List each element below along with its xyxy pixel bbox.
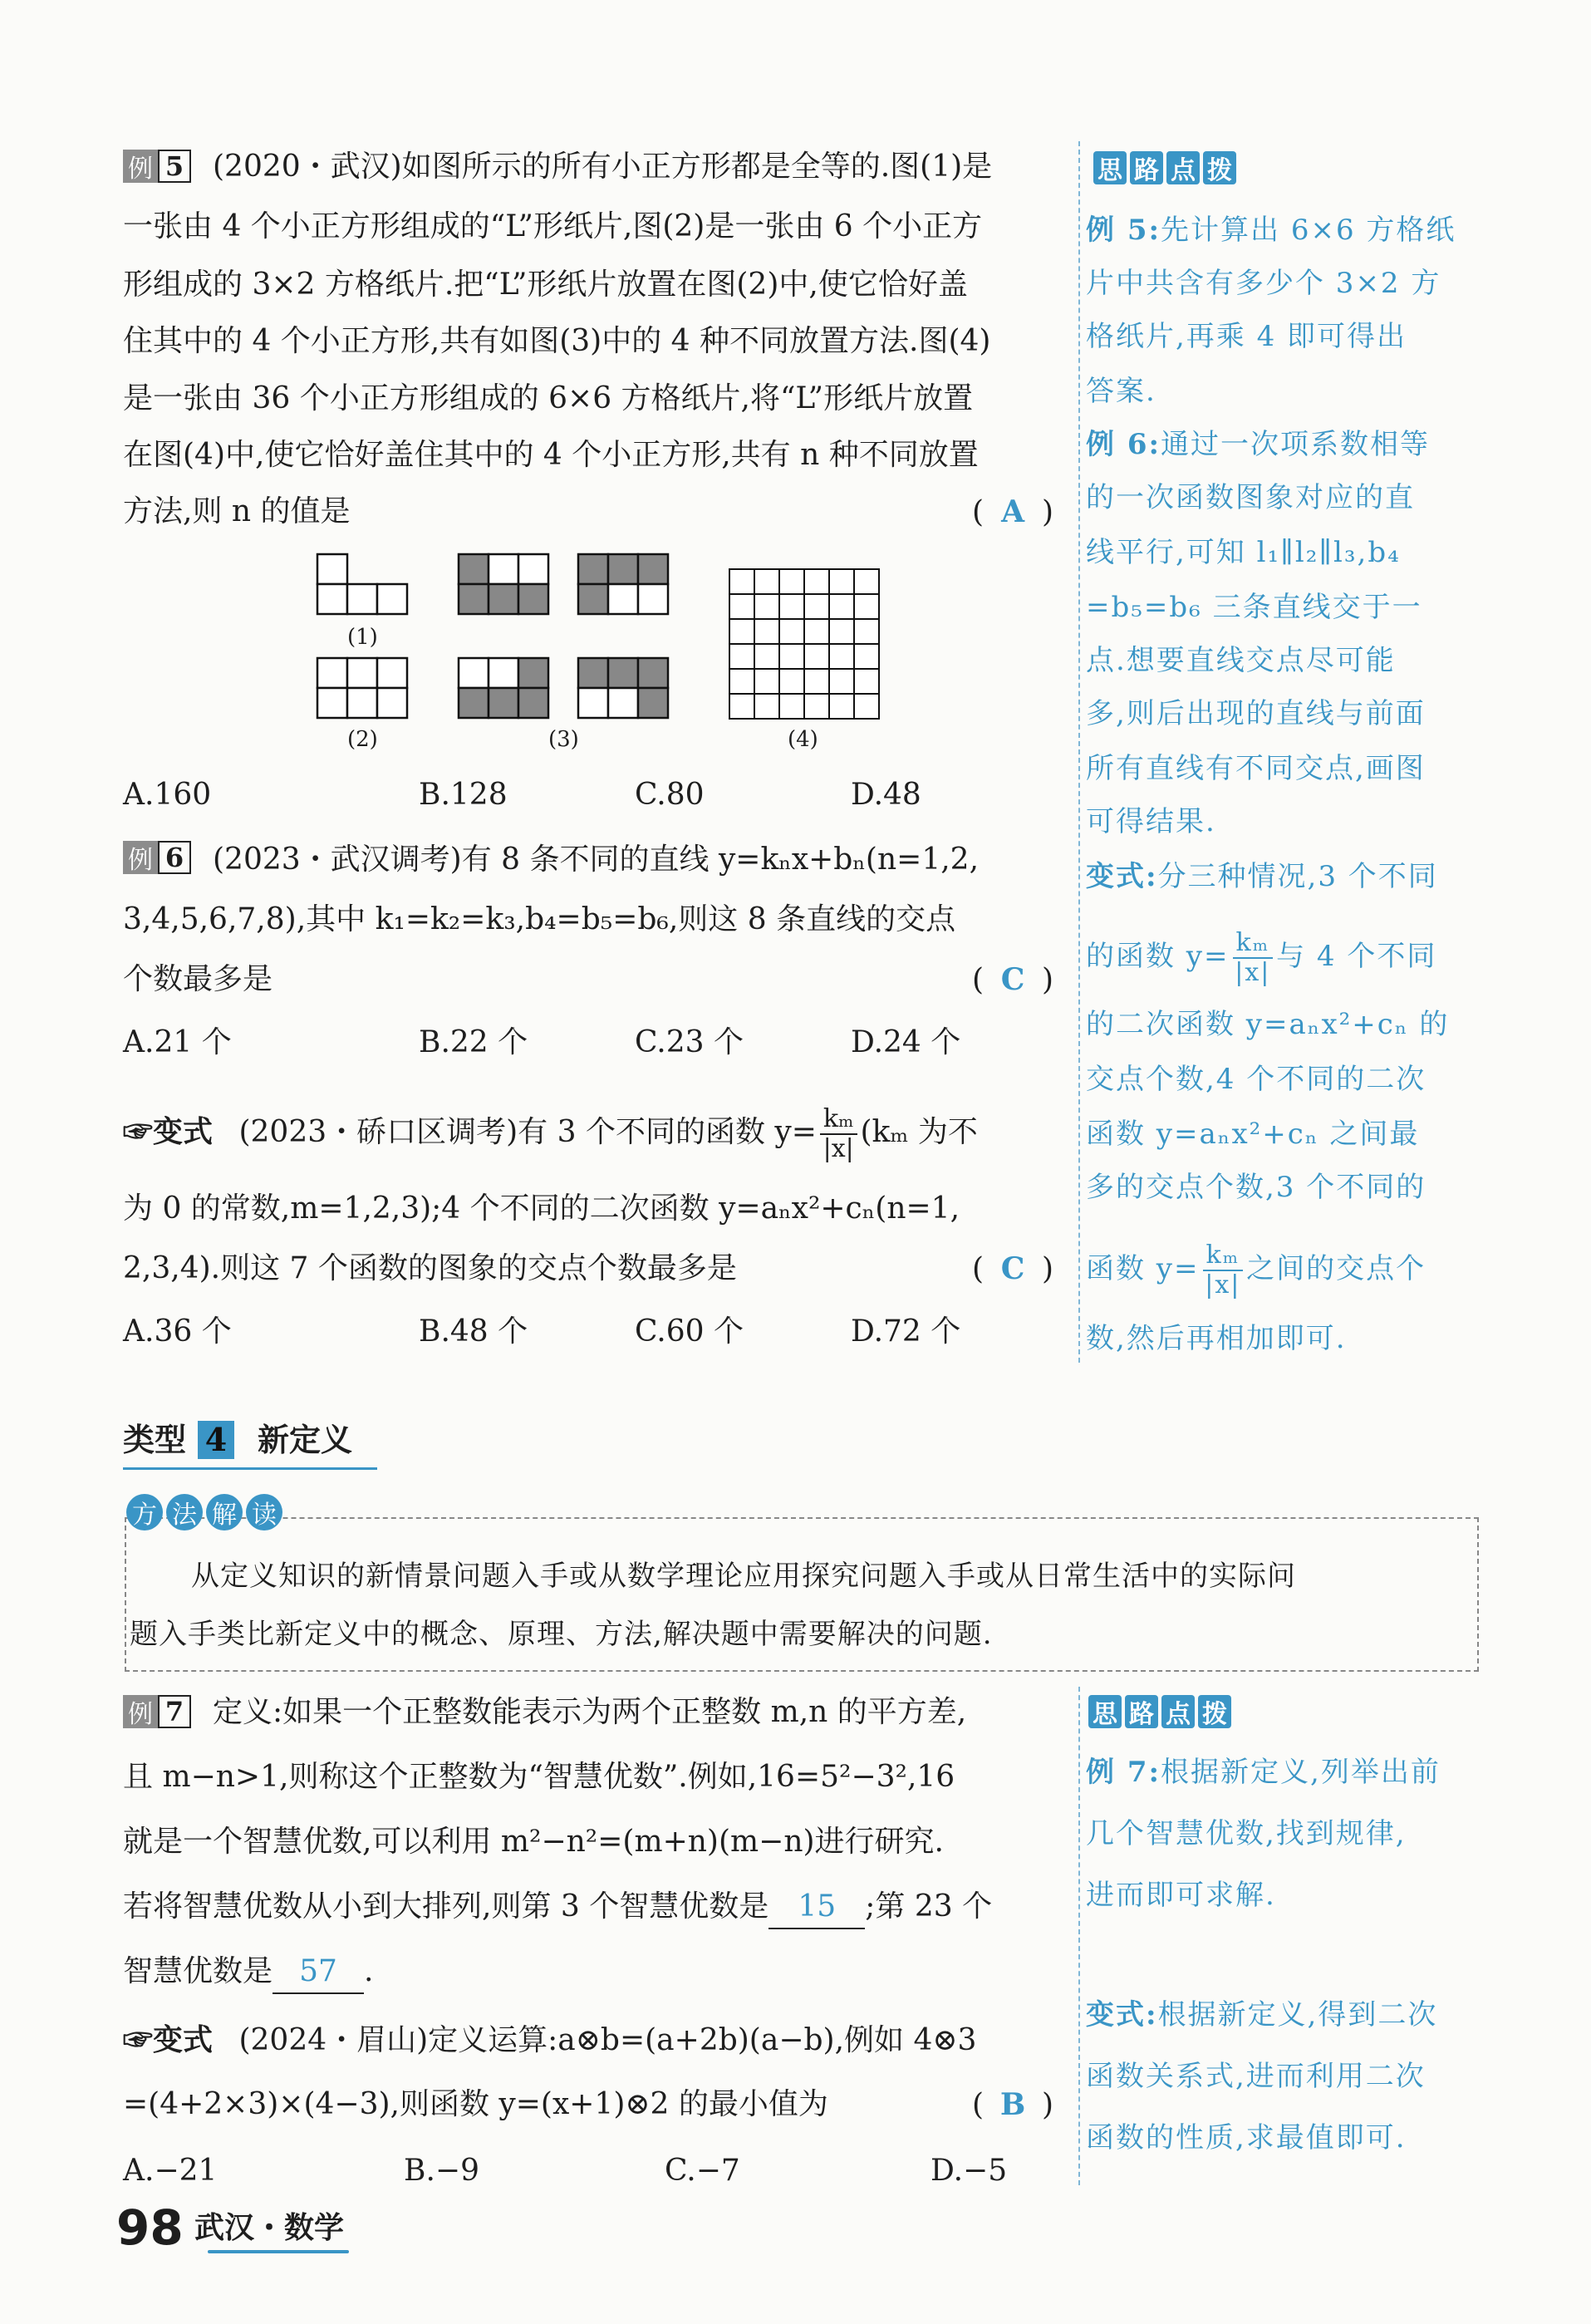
ex7-line-3: 就是一个智慧优数,可以利用 m²−n²=(m+n)(m−n)进行研究. [123, 1825, 944, 1859]
hint-var2-line-2: 函数关系式,进而利用二次 [1086, 2060, 1426, 2093]
ex5-answer: ( A ) [972, 494, 1054, 529]
hint-var-line-3: 的二次函数 y=aₙx²+cₙ 的 [1086, 1008, 1450, 1041]
answer-blank-2: 57 [273, 1951, 364, 1994]
variant-mark: ☞变式 [123, 2022, 214, 2057]
option-d: D.24 个 [851, 1025, 961, 1059]
option-c: C.80 [635, 778, 705, 812]
fig-caption-2: (2) [347, 727, 378, 752]
ex7-line-2: 且 m−n>1,则称这个正整数为“智慧优数”.例如,16=5²−3²,16 [123, 1760, 955, 1794]
fraction: $\frac{\text{kₘ}}{|x|}$ [1203, 1241, 1244, 1300]
hint-var-line-2: 的函数 y= $\frac{\text{kₘ}}{|x|}$ 与 4 个不同 [1086, 928, 1437, 987]
hint-ex6-line-6: 多,则后出现的直线与前面 [1086, 697, 1426, 730]
ex6-line-1: (2023・武汉调考)有 8 条不同的直线 y=kₙx+bₙ(n=1,2, [213, 843, 980, 877]
hint-ex5-line-3: 格纸片,再乘 4 即可得出 [1086, 320, 1407, 353]
fraction: $\frac{\text{kₘ}}{|x|}$ [1233, 929, 1274, 987]
example-6-label [123, 841, 191, 874]
option-c: C.−7 [665, 2154, 740, 2188]
ex5-line-1: (2020・武汉)如图所示的所有小正方形都是全等的.图(1)是 [213, 150, 993, 184]
hint-var2-line-1: 变式:根据新定义,得到二次 [1086, 1998, 1438, 2032]
hint-ex6-line-1: 例 6:通过一次项系数相等 [1086, 428, 1431, 461]
hint-var-line-7: 函数 y= $\frac{\text{kₘ}}{|x|}$ 之间的交点个 [1086, 1241, 1426, 1300]
hint-var-line-1: 变式:分三种情况,3 个不同 [1086, 860, 1438, 893]
ex7-line-4: 若将智慧优数从小到大排列,则第 3 个智慧优数是 15 ;第 23 个 [123, 1886, 992, 1929]
hint-ex6-line-7: 所有直线有不同交点,画图 [1086, 752, 1426, 785]
hint-var-line-8: 数,然后再相加即可. [1086, 1322, 1347, 1355]
hint-var-line-6: 多的交点个数,3 个不同的 [1086, 1171, 1426, 1204]
variant-1-line-2: 为 0 的常数,m=1,2,3);4 个不同的二次函数 y=aₙx²+cₙ(n=1, [123, 1191, 960, 1226]
hint-ex6-line-2: 的一次函数图象对应的直 [1086, 481, 1415, 514]
hint-tag-2: 思 路 点 拨 [1088, 1695, 1231, 1728]
ex5-line-2: 一张由 4 个小正方形组成的“L”形纸片,图(2)是一张由 6 个小正方 [123, 209, 983, 243]
ex5-line-7: 方法,则 n 的值是 [123, 494, 351, 528]
sidebar-divider [1078, 141, 1080, 1363]
hint-ex7-line-2: 几个智慧优数,找到规律, [1086, 1817, 1407, 1850]
option-c: C.60 个 [635, 1314, 744, 1349]
ex5-line-3: 形组成的 3×2 方格纸片.把“L”形纸片放置在图(2)中,使它恰好盖 [123, 268, 968, 302]
footer-underline [208, 2250, 349, 2253]
ex6-answer: ( C ) [972, 962, 1054, 997]
fraction: $\frac{\text{kₘ}}{|x|}$ [820, 1105, 857, 1163]
example-number: 5 [158, 150, 191, 183]
hint-var-line-5: 函数 y=aₙx²+cₙ 之间最 [1086, 1118, 1420, 1151]
example-number: 6 [158, 841, 191, 874]
option-a: A.−21 [123, 2154, 218, 2188]
option-d: D.48 [851, 778, 921, 812]
option-d: D.−5 [931, 2154, 1008, 2188]
ex7-line-1: 定义:如果一个正整数能表示为两个正整数 m,n 的平方差, [213, 1695, 967, 1729]
variant-1-answer: ( C ) [972, 1251, 1054, 1286]
example-label-tag: 例 [123, 841, 158, 874]
hint-ex5-line-1: 例 5:先计算出 6×6 方格纸 [1086, 214, 1456, 247]
variant-1-line-1: ☞变式 (2023・硚口区调考)有 3 个不同的函数 y= $\frac{\text{kₘ}}{|x|}$ (kₘ 为不 [123, 1104, 978, 1163]
method-line-2: 题入手类比新定义中的概念、原理、方法,解决题中需要解决的问题. [130, 1618, 993, 1651]
hint-ex7-line-1: 例 7:根据新定义,列举出前 [1086, 1756, 1441, 1789]
answer-blank-1: 15 [768, 1886, 865, 1929]
variant-2-line-2: =(4+2×3)×(4−3),则函数 y=(x+1)⊗2 的最小值为 [123, 2087, 828, 2121]
ex6-line-2: 3,4,5,6,7,8),其中 k₁=k₂=k₃,b₄=b₅=b₆,则这 8 条直线的交点 [123, 902, 956, 936]
option-b: B.−9 [404, 2154, 479, 2188]
hint-var-line-4: 交点个数,4 个不同的二次 [1086, 1063, 1426, 1096]
method-tag: 方 法 解 读 [126, 1494, 282, 1530]
variant-2-line-1: ☞变式 (2024・眉山)定义运算:a⊗b=(a+2b)(a−b),例如 4⊗3 [123, 2022, 977, 2057]
option-c: C.23 个 [635, 1025, 744, 1059]
hint-ex5-line-4: 答案. [1086, 375, 1156, 408]
method-line-1: 从定义知识的新情景问题入手或从数学理论应用探究问题入手或从日常生活中的实际问 [191, 1560, 1296, 1593]
hint-var2-line-3: 函数的性质,求最值即可. [1086, 2121, 1407, 2154]
example-5-label [123, 150, 191, 183]
fig-caption-1: (1) [347, 625, 378, 650]
option-b: B.48 个 [419, 1314, 528, 1349]
section-underline [123, 1467, 377, 1470]
variant-1-line-3: 2,3,4).则这 7 个函数的图象的交点个数最多是 [123, 1251, 737, 1285]
example-label-tag: 例 [123, 150, 158, 183]
option-a: A.21 个 [123, 1025, 232, 1059]
hint-ex7-line-3: 进而即可求解. [1086, 1879, 1276, 1912]
hint-ex6-line-4: =b₅=b₆ 三条直线交于一 [1086, 591, 1422, 624]
option-b: B.22 个 [419, 1025, 528, 1059]
fig-caption-3: (3) [548, 727, 579, 752]
example-number: 7 [158, 1695, 191, 1728]
footer-text: 武汉・数学 [194, 2210, 345, 2245]
section-heading: 类型 4 新定义 [123, 1421, 353, 1458]
hint-ex6-line-8: 可得结果. [1086, 805, 1216, 838]
hint-ex5-line-2: 片中共含有多少个 3×2 方 [1086, 267, 1441, 300]
hint-tag: 思 路 点 拨 [1093, 151, 1236, 184]
option-a: A.160 [123, 778, 212, 812]
ex5-line-6: 在图(4)中,使它恰好盖住其中的 4 个小正方形,共有 n 种不同放置 [123, 438, 979, 472]
sidebar-divider-2 [1078, 1687, 1080, 2185]
hint-ex6-line-5: 点.想要直线交点尽可能 [1086, 644, 1396, 677]
page-number: 98 [116, 2199, 184, 2256]
ex6-line-3: 个数最多是 [123, 962, 273, 996]
hint-ex6-line-3: 线平行,可知 l₁∥l₂∥l₃,b₄ [1086, 536, 1401, 569]
option-d: D.72 个 [851, 1314, 961, 1349]
option-b: B.128 [419, 778, 508, 812]
ex5-line-5: 是一张由 36 个小正方形组成的 6×6 方格纸片,将“L”形纸片放置 [123, 381, 974, 415]
fig-caption-4: (4) [788, 727, 818, 752]
variant-2-answer: ( B ) [972, 2087, 1054, 2122]
ex7-line-5: 智慧优数是 57 . [123, 1951, 373, 1994]
variant-mark: ☞变式 [123, 1114, 214, 1149]
ex5-line-4: 住其中的 4 个小正方形,共有如图(3)中的 4 种不同放置方法.图(4) [123, 324, 991, 358]
example-label-tag: 例 [123, 1695, 158, 1728]
example-7-label [123, 1695, 191, 1728]
option-a: A.36 个 [123, 1314, 232, 1349]
